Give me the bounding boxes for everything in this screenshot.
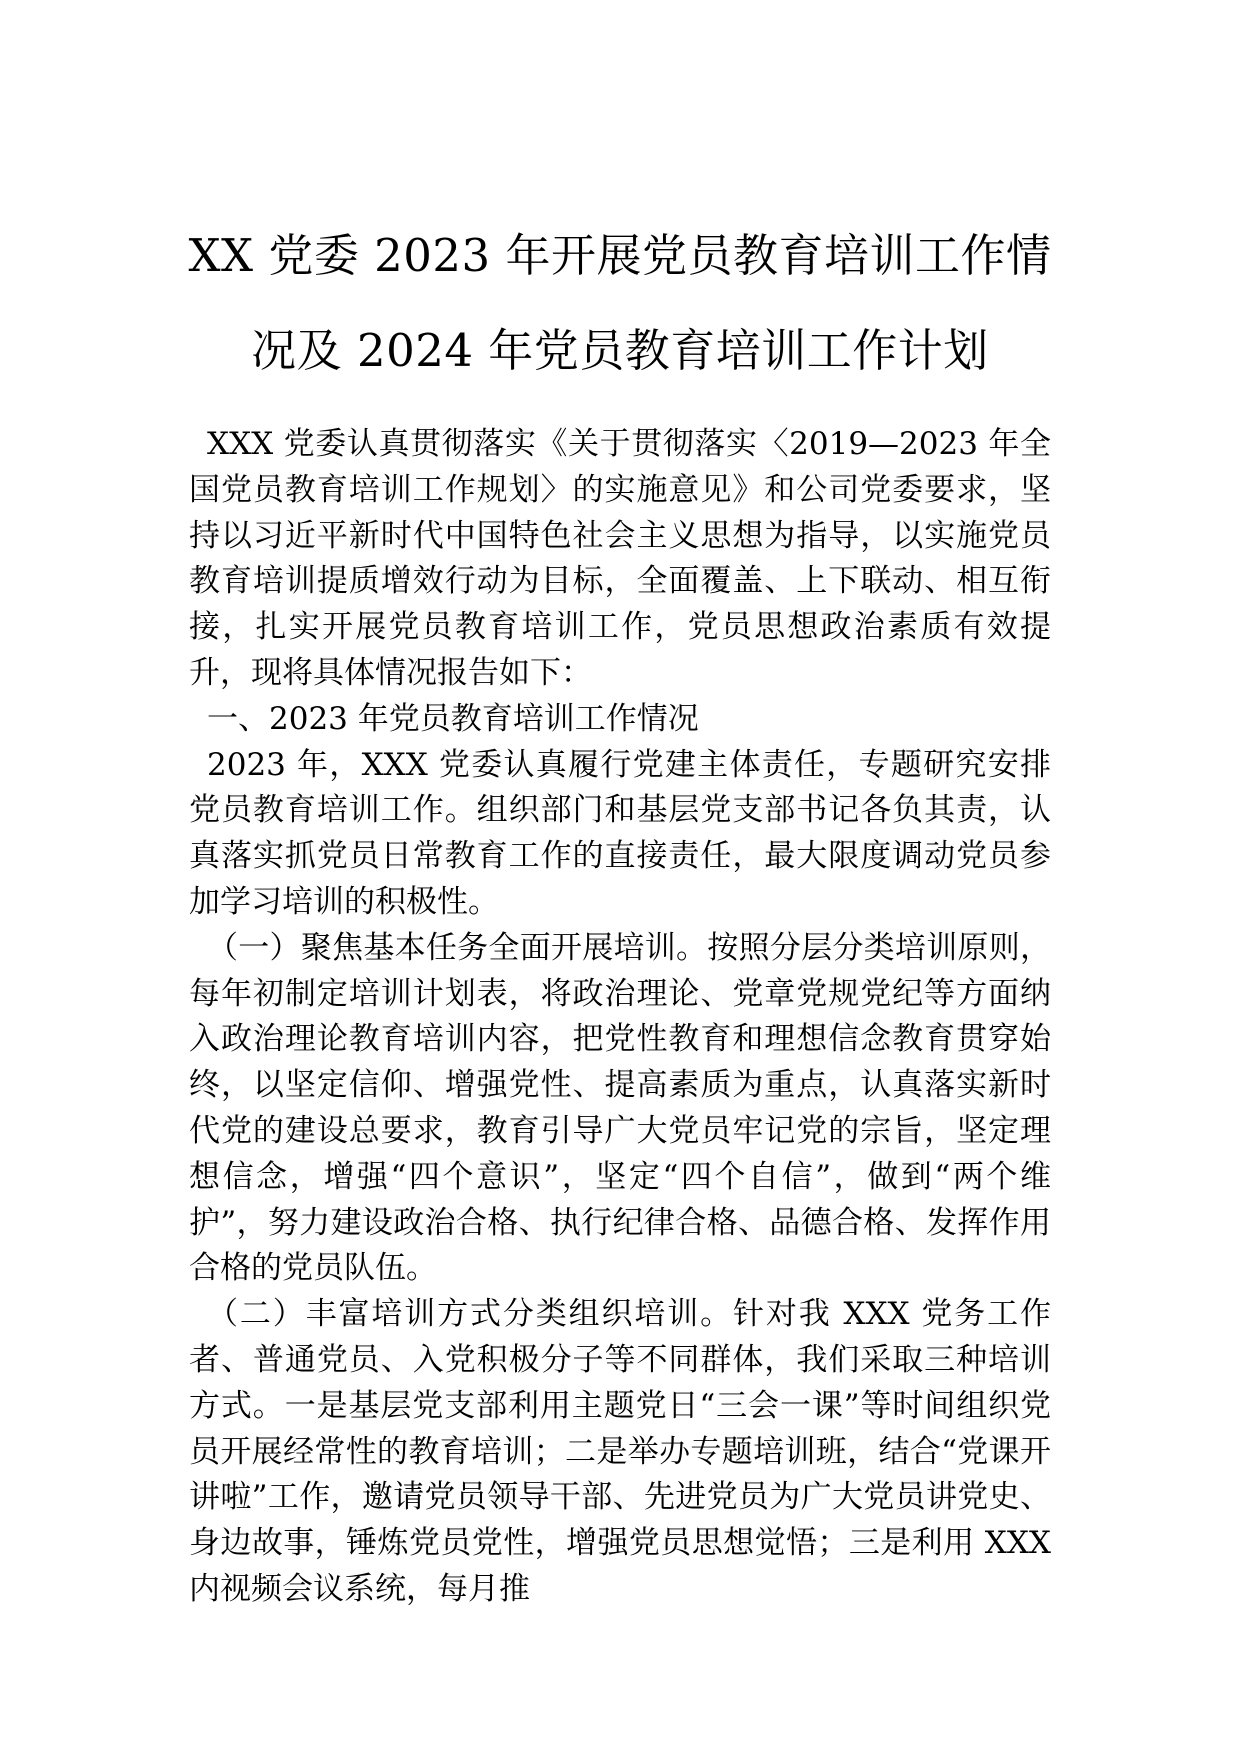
title-line-1: XX 党委 2023 年开展党员教育培训工作情 [188,229,1052,282]
document-body [189,422,1051,1613]
intro-paragraph: XXX 党委认真贯彻落实《关于贯彻落实〈2019—2023 年全国党员教育培训工作规划〉的实施意见》和公司党委要求，坚持以习近平新时代中国特色社会主义思想为指导，以实施党员教育培训提质增效行动为目标，全面覆盖、上下联动、相互衔接，扎实开展党员教育培训工作，党员思想政治素质有效提升，现将具体情况报告如下： [189,426,1051,691]
subsection-2-paragraph: （二）丰富培训方式分类组织培训。针对我 XXX 党务工作者、普通党员、入党积极分子等不同群体，我们采取三种培训方式。一是基层党支部利用主题党日“三会一课”等时间组织党员开展经常性的教育培训；二是举办专题培训班，结合“党课开讲啦”工作，邀请党员领导干部、先进党员为广大党员讲党史、身边故事，锤炼党员党性，增强党员思想觉悟；三是利用 XXX 内视频会议系统，每月推 [189,1296,1051,1607]
section-heading-1: 一、2023 年党员教育培训工作情况 [207,700,699,737]
subsection-1-paragraph: （一）聚焦基本任务全面开展培训。按照分层分类培训原则，每年初制定培训计划表，将政治理论、党章党规党纪等方面纳入政治理论教育培训内容，把党性教育和理想信念教育贯穿始终，以坚定信仰、增强党性、提高素质为重点，认真落实新时代党的建设总要求，教育引导广大党员牢记党的宗旨，坚定理想信念，增强“四个意识”，坚定“四个自信”，做到“两个维护”，努力建设政治合格、执行纪律合格、品德合格、发挥作用合格的党员队伍。 [189,929,1051,1287]
document-title [150,208,1090,398]
title-line-2: 况及 2024 年党员教育培训工作计划 [251,324,989,377]
section-1-paragraph: 2023 年，XXX 党委认真履行党建主体责任，专题研究安排党员教育培训工作。组织部门和基层党支部书记各负其责，认真落实抓党员日常教育工作的直接责任，最大限度调动党员参加学习培训的积极性。 [189,746,1051,920]
